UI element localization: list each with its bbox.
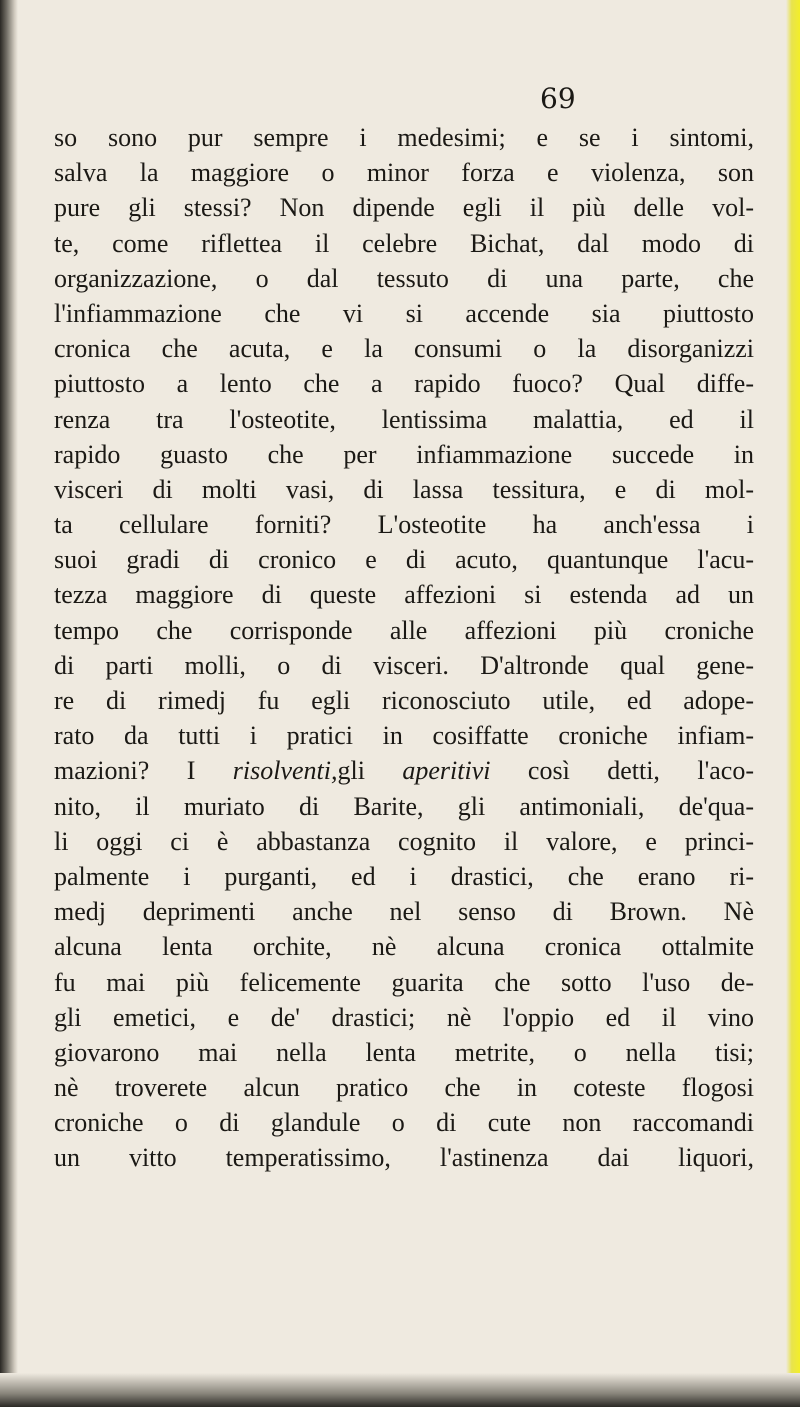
text-line: pure gli stessi? Non dipende egli il più delle vol- — [54, 193, 754, 223]
text-line: di parti molli, o di visceri. D'altronde qual gene- — [54, 650, 754, 680]
text-line: giovarono mai nella lenta metrite, o nella tisi; — [54, 1037, 754, 1067]
text-line: medj deprimenti anche nel senso di Brown. Nè — [54, 897, 754, 927]
text-line: visceri di molti vasi, di lassa tessitura, e di mol- — [54, 474, 754, 504]
page-gutter-shadow — [0, 0, 18, 1407]
text-line: nito, il muriato di Barite, gli antimoniali, de'qua- — [54, 791, 754, 821]
text-line: alcuna lenta orchite, nè alcuna cronica ottalmite — [54, 932, 754, 962]
text-line: ta cellulare forniti? L'osteotite ha anch'essa i — [54, 510, 754, 540]
body-text — [54, 120, 754, 1176]
text-line: gli emetici, e de' drastici; nè l'oppio ed il vino — [54, 1002, 754, 1032]
text-line: te, come riflettea il celebre Bichat, dal modo di — [54, 228, 754, 258]
text-line: rato da tutti i pratici in cosiffatte croniche infiam- — [54, 721, 754, 751]
page-number: 69 — [540, 82, 576, 115]
text-line: croniche o di glandule o di cute non raccomandi — [54, 1108, 754, 1138]
text-line: fu mai più felicemente guarita che sotto l'uso de- — [54, 967, 754, 997]
text-line: rapido guasto che per infiammazione succede in — [54, 439, 754, 469]
text-line: salva la maggiore o minor forza e violenza, son — [54, 158, 754, 188]
text-line: un vitto temperatissimo, l'astinenza dai liquori, — [54, 1143, 754, 1173]
text-line: tezza maggiore di queste affezioni si estenda ad un — [54, 580, 754, 610]
text-line: organizzazione, o dal tessuto di una parte, che — [54, 263, 754, 293]
text-line: re di rimedj fu egli riconosciuto utile, ed adope- — [54, 686, 754, 715]
text-line: li oggi ci è abbastanza cognito il valore, e princi- — [54, 826, 754, 856]
text-line: nè troverete alcun pratico che in coteste flogosi — [54, 1073, 754, 1103]
text-line-mixed — [54, 753, 754, 788]
italic-term: risolventi, — [232, 756, 338, 786]
page-edge-tint — [786, 0, 800, 1407]
text-line: renza tra l'osteotite, lentissima malattia, ed il — [54, 404, 754, 434]
text-line: tempo che corrisponde alle affezioni più croniche — [54, 615, 754, 645]
italic-term: aperitivi — [402, 756, 491, 786]
text-line: l'infiammazione che vi si accende sia piuttosto — [54, 298, 754, 328]
text-line: cronica che acuta, e la consumi o la disorganizzi — [54, 334, 754, 364]
text-segment: così detti, l'aco- — [490, 756, 754, 786]
text-segment: gli — [337, 756, 403, 786]
text-line: so sono pur sempre i medesimi; e se i sintomi, — [54, 123, 754, 152]
text-line: suoi gradi di cronico e di acuto, quantunque l'acu- — [54, 545, 754, 575]
text-line: palmente i purganti, ed i drastici, che erano ri- — [54, 861, 754, 891]
text-segment: mazioni? I — [54, 756, 233, 786]
text-line: piuttosto a lento che a rapido fuoco? Qual diffe- — [54, 369, 754, 399]
page-bottom-shadow — [0, 1373, 800, 1407]
